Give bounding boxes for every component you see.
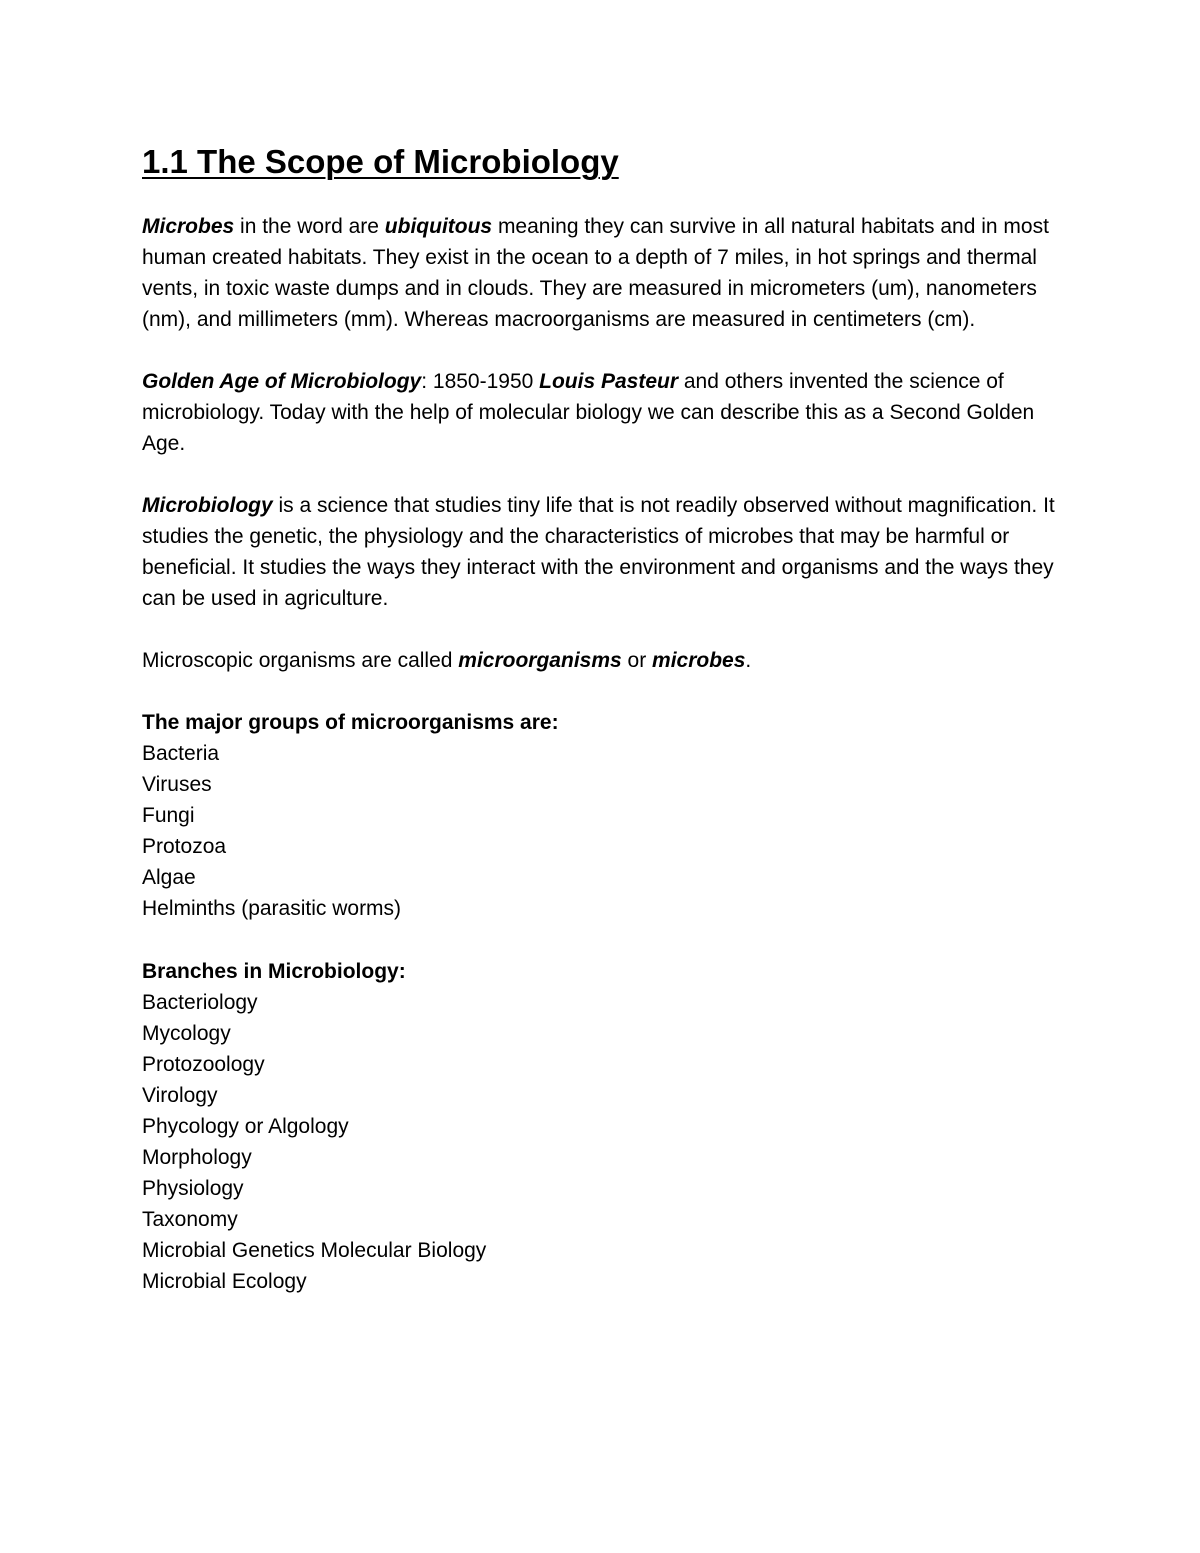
list-item: Microbial Ecology <box>142 1270 307 1294</box>
branches-heading: Branches in Microbiology: <box>142 959 406 983</box>
text-segment: or <box>621 649 653 672</box>
term-ubiquitous: ubiquitous <box>384 215 493 238</box>
term-microbes: Microbes <box>142 215 235 238</box>
list-item: Bacteria <box>142 742 220 765</box>
text-segment: . <box>745 649 752 672</box>
paragraph-golden-age <box>142 366 1062 459</box>
document-page <box>142 140 1062 1329</box>
list-item: Taxonomy <box>142 1208 238 1232</box>
text-segment: and others invented the science of microbiology. Today with the help of molecular biology we can describe this as a Second Golden Age. <box>142 370 1035 455</box>
term-microbes-2: microbes <box>652 649 746 672</box>
text-segment: meaning they can survive in all natural habitats and in most human created habitats. They exist in the ocean to a depth of 7 miles, in hot springs and thermal vents, in toxic waste dumps and in clouds. They are measured in micrometers (um), nanometers (nm), and millimeters (mm). Whereas macroorganisms are measured in centimeters (cm). <box>142 215 1049 331</box>
text-segment: : 1850-1950 <box>421 370 540 393</box>
list-item: Protozoa <box>142 835 227 859</box>
text-segment: in the word are <box>234 215 385 238</box>
branches-list <box>142 987 1062 1298</box>
groups-heading: The major groups of microorganisms are: <box>142 711 559 734</box>
list-item: Phycology or Algology <box>142 1114 349 1138</box>
list-item: Morphology <box>142 1146 252 1170</box>
list-item: Mycology <box>142 1021 231 1045</box>
paragraph-microbiology <box>142 490 1062 614</box>
list-item: Protozoology <box>142 1052 265 1076</box>
list-item: Bacteriology <box>142 990 258 1014</box>
page-title: 1.1 The Scope of Microbiology <box>142 143 619 180</box>
list-item: Physiology <box>142 1177 244 1201</box>
text-segment: is a science that studies tiny life that is not readily observed without magnification. It studies the genetic, the physiology and the characteristics of microbes that may be harmful or beneficial. It studies the ways they interact with the environment and organisms and the ways they can be used in agriculture. <box>142 494 1055 610</box>
groups-list <box>142 738 1062 925</box>
text-segment: Microscopic organisms are called <box>142 649 459 672</box>
list-item: Algae <box>142 866 196 890</box>
list-item: Virology <box>142 1083 218 1107</box>
term-louis-pasteur: Louis Pasteur <box>539 370 679 393</box>
list-item: Viruses <box>142 773 212 797</box>
paragraph-microbes <box>142 211 1062 335</box>
term-microorganisms: microorganisms <box>458 649 622 672</box>
list-item: Microbial Genetics Molecular Biology <box>142 1239 487 1263</box>
paragraph-microorganisms <box>142 645 1062 676</box>
list-item: Helminths (parasitic worms) <box>142 897 402 921</box>
list-item: Fungi <box>142 804 195 828</box>
term-golden-age: Golden Age of Microbiology <box>142 370 422 393</box>
term-microbiology: Microbiology <box>142 494 273 517</box>
